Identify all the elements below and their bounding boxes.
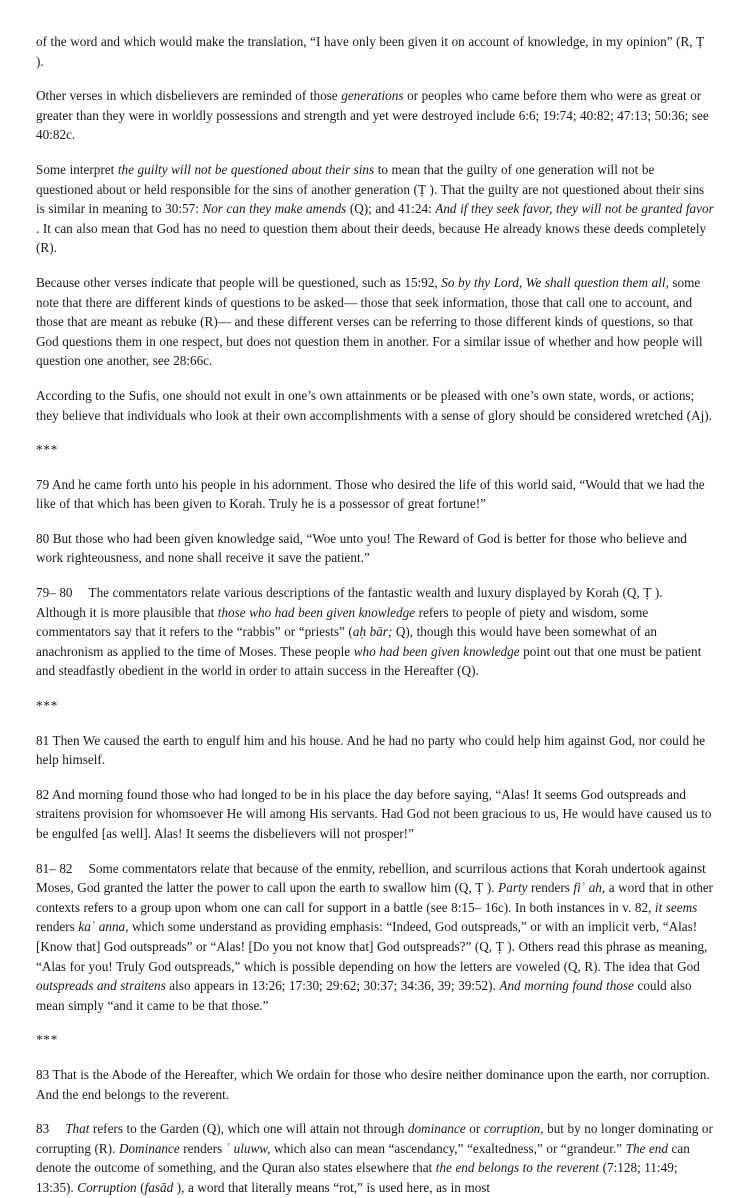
text-run: ( <box>136 1179 145 1195</box>
text-run: 80 But those who had been given knowledge said, “Woe unto you! The Reward of God is better for those who believe and work righteousness, and none shall receive it save the patient.” <box>36 530 687 566</box>
text-run: which also can mean “ascendancy,” “exaltedness,” or “grandeur.” <box>270 1140 626 1156</box>
italic-run: those who had been given knowledge <box>217 604 416 620</box>
text-run: could also mean simply “and it came to be that those.” <box>36 978 692 1013</box>
italic-run: The end <box>625 1140 668 1156</box>
text-run: or peoples who came before them who were as great or greater than they were in worldly possessions and strength and yet were destroyed include 6:6; 19:74; 40:82; 47:13; 50:36; see 40:82c. <box>36 88 709 143</box>
italic-run: And if they seek favor, they will not be granted favor <box>435 201 714 217</box>
text-run: some note that there are different kinds of questions to be asked— those that seek information, those that call one to account, and those that are meant as rebuke (R)— and these different verses can be referring to those different kinds of questions, so that God questions them in one respect, but does not question them in another. For a similar issue of whether and how people will question one another, see 28:66c. <box>36 274 703 369</box>
text-column <box>36 32 714 1198</box>
italic-run: Party <box>498 880 528 896</box>
text-run: renders <box>527 880 574 896</box>
body-paragraph <box>36 529 714 568</box>
verse-range-label: 83 <box>36 1121 50 1137</box>
body-paragraph <box>36 86 714 145</box>
italic-run: it seems <box>654 899 698 915</box>
text-run: but by no longer dominating or corrupting (R). <box>36 1121 713 1156</box>
text-run: According to the Sufis, one should not exult in one’s own attainments or be pleased with one’s own state, words, or actions; they believe that individuals who look at their own accomplishments with a sense of glory should be considered wretched (Aj). <box>36 387 712 423</box>
italic-run: dominance <box>407 1121 466 1137</box>
text-run: The commentators relate various descriptions of the fantastic wealth and luxury displayed by Korah (Q, Ṭ ). Although it is more plausible that <box>36 585 663 620</box>
italic-run: Dominance <box>118 1140 180 1156</box>
italic-run: corruption, <box>483 1121 544 1137</box>
text-run: (7:128; 11:49; 13:35). <box>36 1160 678 1195</box>
commentary-paragraph <box>36 1119 714 1197</box>
text-run: renders <box>179 1140 226 1156</box>
text-run: refers to people of piety and wisdom, some commentators say that it refers to the “rabbis” or “priests” ( <box>36 604 649 640</box>
italic-run: Corruption <box>77 1179 137 1195</box>
text-run: Some interpret <box>36 161 118 177</box>
italic-run: fasād <box>144 1179 174 1195</box>
italic-run: who had been given knowledge <box>353 643 520 659</box>
body-paragraph <box>36 160 714 258</box>
section-separator: *** <box>36 1032 59 1048</box>
text-run: 83 That is the Abode of the Hereafter, which We ordain for those who desire neither dominance upon the earth, nor corruption. And the end belongs to the reverent. <box>36 1066 710 1102</box>
italic-run: aḥ bār; <box>352 624 393 640</box>
section-separator: *** <box>36 442 59 458</box>
text-run: renders <box>36 919 79 935</box>
text-run: or <box>465 1121 484 1137</box>
text-run: refers to the Garden (Q), which one will attain not through <box>89 1121 408 1137</box>
commentary-paragraph <box>36 859 714 1016</box>
italic-run: And morning found those <box>499 978 634 994</box>
body-paragraph <box>36 731 714 770</box>
text-run: point out that one must be patient and steadfastly obedient in the world in order to attain success in the Hereafter (Q). <box>36 643 702 679</box>
italic-run: Nor can they make amends <box>202 201 347 217</box>
text-run: of the word and which would make the translation, “I have only been given it on account of knowledge, in my opinion” (R, Ṭ ). <box>36 34 705 69</box>
italic-run: So by thy Lord, We shall question them all, <box>441 274 669 290</box>
commentary-paragraph <box>36 583 714 681</box>
text-run: can denote the outcome of something, and the Quran also states elsewhere that <box>36 1140 690 1176</box>
body-paragraph <box>36 475 714 514</box>
text-run: ), a word that literally means “rot,” is used here, as in most <box>173 1179 491 1195</box>
text-run: which some understand as providing emphasis: “Indeed, God outspreads,” or with an implicit verb, “Alas! [Know that] God outspreads” or “Alas! [Do you not know that] God outspreads?” (Q, Ṭ ). Others read this phrase as meaning, “Alas for you! Truly God outspreads,” which is possible depending on how the letters are voweled (Q, R). The idea that God <box>36 919 708 974</box>
italic-run: the guilty will not be questioned about their sins <box>117 161 375 177</box>
verse-range-label: 79– 80 <box>36 585 73 601</box>
body-paragraph <box>36 273 714 371</box>
text-run: a word that in other contexts refers to a group upon whom one can call for support in a battle (see 8:15– 16c). In both instances in v. 82, <box>36 880 714 915</box>
text-run: Because other verses indicate that people will be questioned, such as 15:92, <box>36 274 442 290</box>
italic-run: generations <box>341 88 404 104</box>
text-run: Other verses in which disbelievers are reminded of those <box>36 88 342 104</box>
text-run: Some commentators relate that because of the enmity, rebellion, and scurrilous actions that Korah undertook against Moses, God granted the latter the power to call upon the earth to swallow him (Q, Ṭ ). <box>36 860 706 896</box>
italic-run: fiʾ ah, <box>573 880 606 896</box>
verse-range-label: 81– 82 <box>36 860 73 876</box>
text-run: Q), though this would have been somewhat of an anachronism as applied to the time of Moses. These people <box>36 624 657 659</box>
italic-run: the end belongs to the reverent <box>435 1160 600 1176</box>
italic-run: kaʾ anna, <box>78 919 129 935</box>
italic-run: ʿ uluww, <box>225 1140 271 1156</box>
section-separator: *** <box>36 698 59 714</box>
body-paragraph <box>36 32 714 71</box>
text-run: 82 And morning found those who had longed to be in his place the day before saying, “Alas! It seems God outspreads and straitens provision for whomsoever He will among His servants. Had God not been gracious to us, He would have caused us to be engulfed [as well]. Alas! It seems the disbelievers will not prosper!” <box>36 786 712 841</box>
body-paragraph <box>36 785 714 844</box>
italic-run: outspreads and straitens <box>36 978 166 994</box>
body-paragraph <box>36 386 714 425</box>
text-run: (Q); and 41:24: <box>346 201 436 217</box>
body-paragraph <box>36 1065 714 1104</box>
text-run: to mean that the guilty of one generation will not be questioned about or held responsible for the sins of another generation (Ṭ ). That the guilty are not questioned about their sins is similar in meaning to 30:57: <box>36 161 705 217</box>
text-run: 79 And he came forth unto his people in his adornment. Those who desired the life of this world said, “Would that we had the like of that which has been given to Korah. Truly he is a possessor of great fortune!” <box>36 476 705 512</box>
italic-run: That <box>65 1121 90 1137</box>
text-run: . It can also mean that God has no need to question them about their deeds, because He already knows these deeds completely (R). <box>36 220 707 256</box>
text-run: 81 Then We caused the earth to engulf him and his house. And he had no party who could help him against God, nor could he help himself. <box>36 732 706 768</box>
text-run: also appears in 13:26; 17:30; 29:62; 30:37; 34:36, 39; 39:52). <box>165 978 500 994</box>
